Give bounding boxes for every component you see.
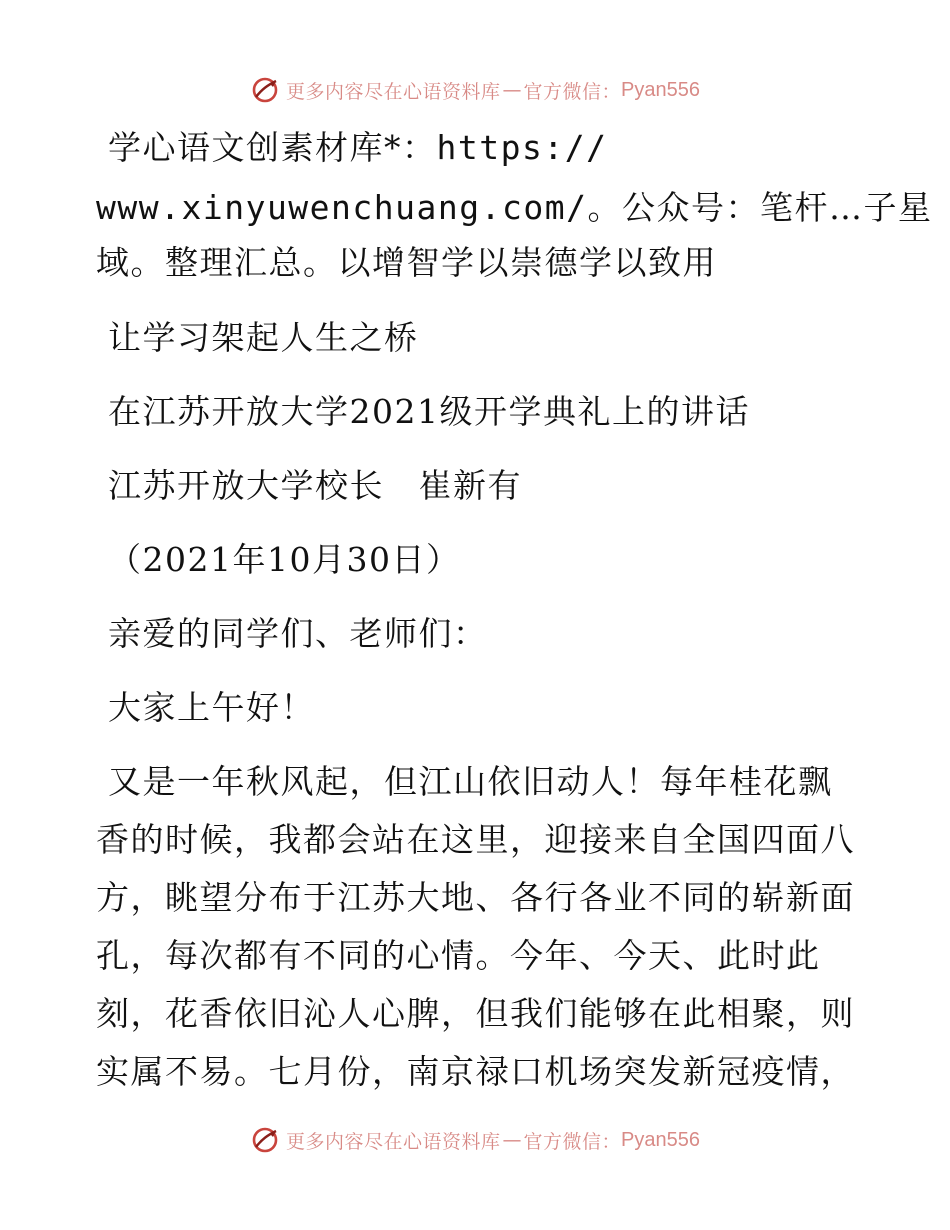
paragraph-line: 香的时候，我都会站在这里，迎接来自全国四面八: [96, 820, 855, 859]
header-url-part-1: https://: [436, 128, 608, 167]
paragraph-line: 方，眺望分布于江苏大地、各行各业不同的崭新面: [96, 878, 855, 917]
speech-speaker: 江苏开放大学校长 崔新有: [108, 466, 522, 505]
speech-title: 让学习架起人生之桥: [108, 318, 419, 357]
watermark-wechat-handle: Pyan556: [621, 1128, 700, 1151]
watermark-brand-text: 更多内容尽在心语资料库: [286, 1130, 501, 1153]
watermark-separator: —: [502, 1129, 522, 1151]
speech-date: （2021年10月30日）: [108, 540, 461, 579]
paragraph-line: 实属不易。七月份，南京禄口机场突发新冠疫情，: [96, 1052, 855, 1091]
watermark-separator: —: [502, 79, 522, 101]
quill-swirl-icon: [250, 1125, 280, 1155]
watermark-top: [0, 70, 950, 110]
watermark-wechat-label: 官方微信：: [523, 80, 622, 103]
quill-swirl-icon: [250, 75, 280, 105]
paragraph-line: 刻，花香依旧沁人心脾，但我们能够在此相聚，则: [96, 994, 855, 1033]
paragraph-line: 又是一年秋风起，但江山依旧动人！每年桂花飘: [108, 762, 833, 801]
watermark-wechat-label: 官方微信：: [523, 1130, 622, 1153]
watermark-bottom: [0, 1120, 950, 1160]
speech-salutation: 亲爱的同学们、老师们：: [108, 614, 488, 653]
watermark-wechat-handle: Pyan556: [621, 78, 700, 101]
paragraph-line: 孔，每次都有不同的心情。今年、今天、此时此: [96, 936, 821, 975]
header-url-part-2: www.xinyuwenchuang.com/: [96, 188, 588, 227]
header-line-2: [96, 188, 932, 228]
header-account-text: 。公众号：笔杆…子星: [587, 188, 933, 227]
header-line-3: 域。整理汇总。以增智学以崇德学以致用: [96, 243, 717, 282]
watermark-brand-text: 更多内容尽在心语资料库: [286, 80, 501, 103]
speech-greeting: 大家上午好！: [108, 688, 315, 727]
speech-subtitle: 在江苏开放大学2021级开学典礼上的讲话: [108, 392, 750, 431]
header-source-label: 学心语文创素材库*：: [108, 128, 437, 167]
header-line-1: [108, 128, 607, 168]
